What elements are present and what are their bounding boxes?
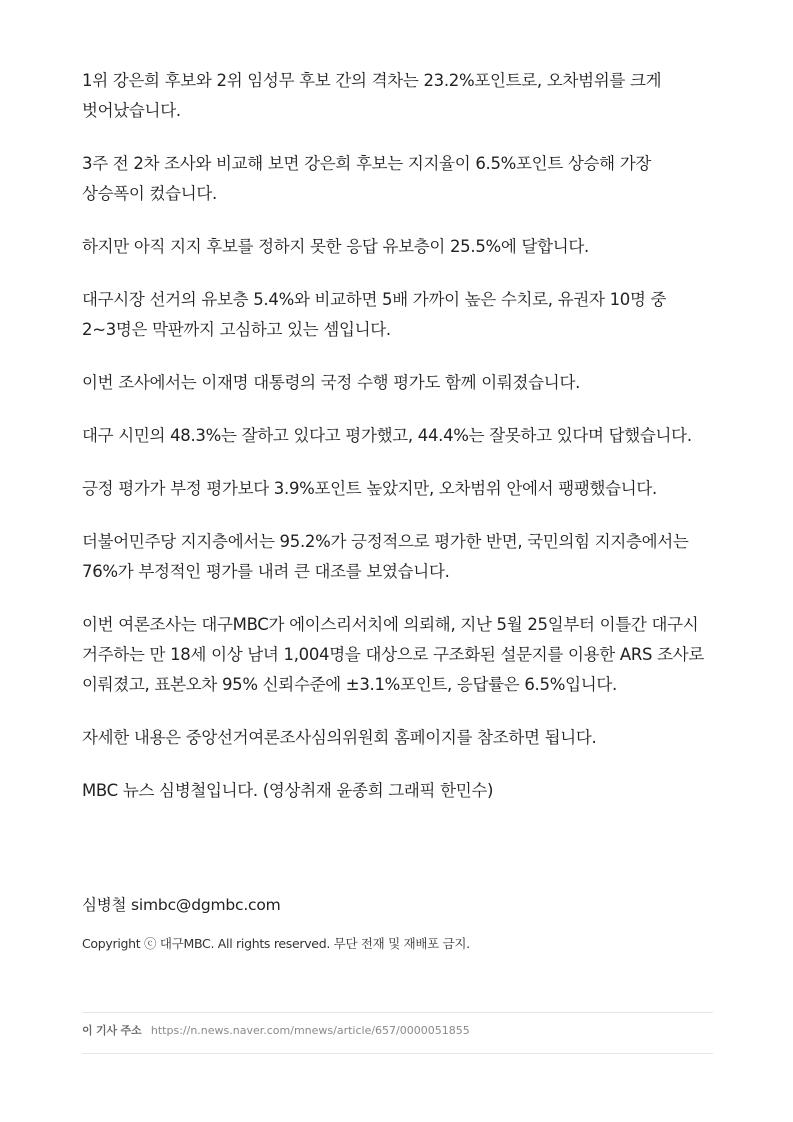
article-source-link[interactable]: https://n.news.naver.com/mnews/article/657/0000051855 [150, 1024, 470, 1037]
article-paragraph: 더불어민주당 지지층에서는 95.2%가 긍정적으로 평가한 반면, 국민의힘 지지층에서는 76%가 부정적인 평가를 내려 큰 대조를 보였습니다. [82, 532, 689, 581]
article-paragraph: 대구 시민의 48.3%는 잘하고 있다고 평가했고, 44.4%는 잘못하고 있다며 답했습니다. [82, 426, 692, 445]
article-paragraph: 3주 전 2차 조사와 비교해 보면 강은희 후보는 지지율이 6.5%포인트 상승해 가장 상승폭이 컸습니다. [82, 154, 652, 203]
article-source-row [82, 1022, 470, 1040]
article-paragraph: 대구시장 선거의 유보층 5.4%와 비교하면 5배 가까이 높은 수치로, 유권자 10명 중 2~3명은 막판까지 고심하고 있는 셈입니다. [82, 290, 667, 339]
copyright-notice: Copyright ⓒ 대구MBC. All rights reserved. 무단 전재 및 재배포 금지. [82, 936, 470, 951]
article-paragraph: 1위 강은희 후보와 2위 임성무 후보 간의 격차는 23.2%포인트로, 오차범위를 크게 벗어났습니다. [82, 71, 662, 120]
article-body [82, 66, 718, 829]
divider [82, 1053, 713, 1054]
article-paragraph: 자세한 내용은 중앙선거여론조사심의위원회 홈페이지를 참조하면 됩니다. [82, 728, 597, 747]
article-paragraph: 이번 여론조사는 대구MBC가 에이스리서치에 의뢰해, 지난 5월 25일부터 이틀간 대구시 거주하는 만 18세 이상 남녀 1,004명을 대상으로 구조화된 설문지를 이용한 ARS 조사로 이뤄졌고, 표본오차 95% 신뢰수준에 ±3.1%포인트, 응답률은 6.5%입니다. [82, 615, 705, 694]
divider [82, 1012, 713, 1013]
article-paragraph: 하지만 아직 지지 후보를 정하지 못한 응답 유보층이 25.5%에 달합니다. [82, 237, 589, 256]
article-paragraph: MBC 뉴스 심병철입니다. (영상취재 윤종희 그래픽 한민수) [82, 781, 494, 800]
article-source-label: 이 기사 주소 [82, 1024, 142, 1037]
article-paragraph: 이번 조사에서는 이재명 대통령의 국정 수행 평가도 함께 이뤄졌습니다. [82, 373, 581, 392]
reporter-byline: 심병철 simbc@dgmbc.com [82, 896, 281, 914]
article-paragraph: 긍정 평가가 부정 평가보다 3.9%포인트 높았지만, 오차범위 안에서 팽팽했습니다. [82, 479, 657, 498]
